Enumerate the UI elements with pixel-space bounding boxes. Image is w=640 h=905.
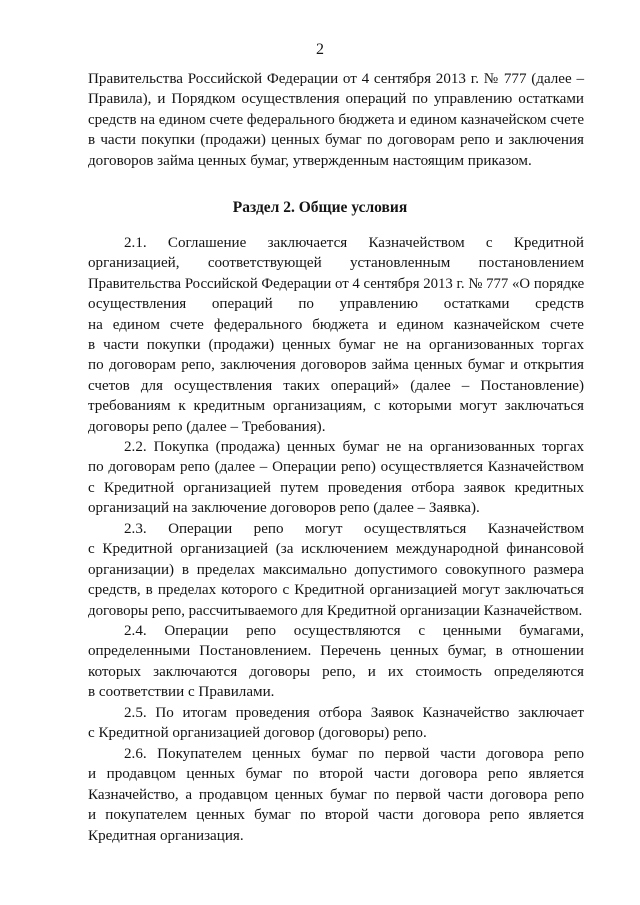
text-line: Кредитная организация.: [88, 827, 244, 844]
text-line: счетов для осуществления таких операций» (далее – Постановление): [88, 377, 584, 394]
text-line: организации) в пределах максимально допустимого совокупного размера: [88, 561, 584, 578]
text-line: с Кредитной организацией (за исключением международной финансовой: [88, 541, 584, 558]
text-line: осуществления операций по управлению остатками средств: [88, 296, 584, 313]
text-line: с Кредитной организацией путем проведения отбора заявок кредитных: [88, 479, 584, 496]
text-line: с Кредитной организацией договор (договоры) репо.: [88, 725, 427, 742]
text-line: по договорам репо, заключения договоров займа ценных бумаг и открытия: [88, 357, 584, 374]
section-title: Раздел 2. Общие условия: [232, 199, 408, 216]
text-line: 2.5. По итогам проведения отбора Заявок Казначейство заключает: [124, 705, 584, 721]
text-line: организацией, соответствующей установленным постановлением: [88, 255, 584, 272]
text-line: 2.1. Соглашение заключается Казначейством с Кредитной: [124, 235, 584, 251]
text-line: Правительства Российской Федерации от 4 сентября 2013 г. № 777 (далее –: [88, 71, 584, 87]
page-number: 2: [316, 41, 324, 58]
text-line: на едином счете федерального бюджета и едином казначейском счете: [88, 316, 584, 333]
text-line: средств на едином счете федерального бюджета и едином казначейском счете: [88, 111, 584, 128]
text-line: Казначейство, а продавцом ценных бумаг по первой части договора репо: [88, 786, 584, 803]
text-line: и продавцом ценных бумаг по второй части договора репо является: [88, 766, 584, 783]
paragraph-2-3: [88, 519, 584, 621]
text-line: договоры репо, рассчитываемого для Кредитной организации Казначейством.: [88, 602, 583, 619]
text-line: по договорам репо (далее – Операции репо) осуществляется Казначейством: [88, 459, 584, 476]
paragraph-2-6: [88, 744, 584, 846]
text-line: организаций на заключение договоров репо (далее – Заявка).: [88, 500, 480, 517]
text-line: в соответствии с Правилами.: [88, 684, 275, 701]
paragraph-2-5: [88, 703, 584, 744]
text-line: 2.3. Операции репо могут осуществляться Казначейством: [124, 521, 584, 537]
text-line: определенными Постановлением. Перечень ценных бумаг, в отношении: [88, 643, 584, 660]
text-line: договоры репо (далее – Требования).: [88, 418, 326, 435]
paragraph-2-4: [88, 621, 584, 703]
paragraph-2-1: [88, 233, 584, 437]
text-line: договоров займа ценных бумаг, утвержденным настоящим приказом.: [88, 152, 532, 169]
text-line: Правительства Российской Федерации от 4 сентября 2013 г. № 777 «О порядке: [88, 275, 585, 292]
intro-paragraph: [88, 69, 584, 171]
paragraph-2-2: [88, 437, 584, 519]
text-line: требованиям к кредитным организациям, с которыми могут заключаться: [88, 398, 584, 415]
text-line: в части покупки (продажи) ценных бумаг не на организованных торгах: [88, 337, 584, 354]
text-line: средств, в пределах которого с Кредитной организацией могут заключаться: [88, 582, 584, 599]
text-line: и покупателем ценных бумаг по второй части договора репо является: [88, 807, 584, 824]
text-line: 2.2. Покупка (продажа) ценных бумаг не на организованных торгах: [124, 439, 584, 455]
text-line: в части покупки (продажи) ценных бумаг по договорам репо и заключения: [88, 132, 584, 149]
text-line: Правила), и Порядком осуществления операций по управлению остатками: [88, 91, 584, 108]
text-line: которых заключаются договоры репо, и их стоимость определяются: [88, 663, 584, 680]
text-line: 2.4. Операции репо осуществляются с ценными бумагами,: [124, 623, 584, 639]
text-line: 2.6. Покупателем ценных бумаг по первой части договора репо: [124, 746, 584, 762]
